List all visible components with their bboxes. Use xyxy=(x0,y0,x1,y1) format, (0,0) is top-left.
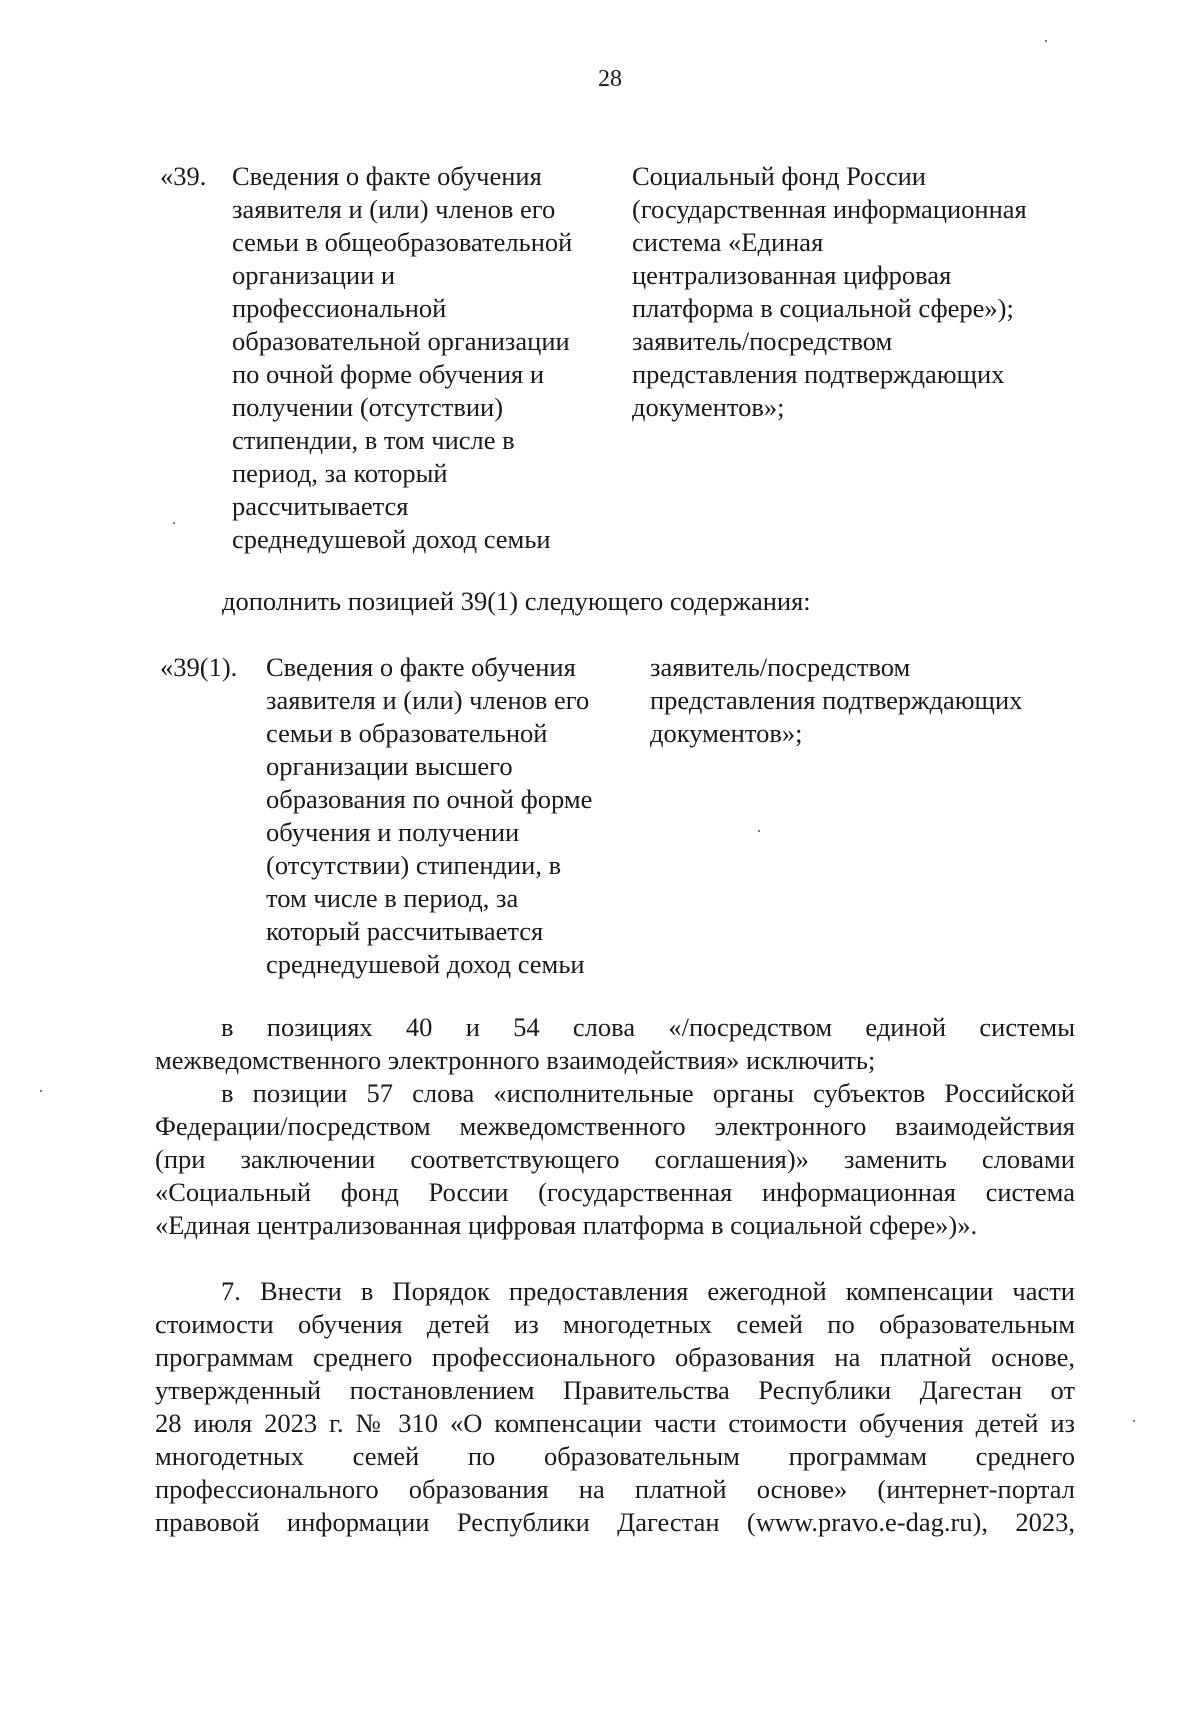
entry-source xyxy=(650,651,1022,750)
text-line: профессиональной xyxy=(232,293,447,323)
text-line: семьи в образовательной xyxy=(266,718,548,748)
text-line: утвержденный постановлением Правительства Республики Дагестан от xyxy=(155,1375,1075,1405)
entry-source xyxy=(632,160,1027,424)
text-line: централизованная цифровая xyxy=(632,260,952,290)
scan-speck xyxy=(173,522,175,524)
text-line: программам среднего профессионального образования на платной основе, xyxy=(155,1342,1075,1372)
text-line: документов»; xyxy=(650,718,803,748)
text-line: заявителя и (или) членов его xyxy=(232,194,556,224)
text-line: стипендии, в том числе в xyxy=(232,425,515,455)
text-line: (государственная информационная xyxy=(632,194,1027,224)
scan-speck xyxy=(1045,40,1047,42)
text-line: профессионального образования на платной основе» (интернет-портал xyxy=(155,1474,1075,1504)
text-line: по очной форме обучения и xyxy=(232,359,545,389)
text-line: период, за который xyxy=(232,458,448,488)
intro-paragraph: дополнить позицией 39(1) следующего содержания: xyxy=(222,586,811,616)
text-line: Федерации/посредством межведомственного электронного взаимодействия xyxy=(155,1111,1075,1141)
text-line: организации высшего xyxy=(266,751,513,781)
text-line: образования по очной форме xyxy=(266,784,593,814)
text-line: система «Единая xyxy=(632,227,824,257)
text-line: Сведения о факте обучения xyxy=(266,652,576,682)
text-line: рассчитывается xyxy=(232,491,409,521)
scan-speck xyxy=(1133,1420,1135,1422)
text-line: платформа в социальной сфере»); xyxy=(632,293,1014,323)
page-number: 28 xyxy=(598,66,622,92)
text-line: представления подтверждающих xyxy=(650,685,1023,715)
paragraph-positions-40-54 xyxy=(155,1011,1075,1077)
text-line: который рассчитывается xyxy=(266,916,544,946)
scan-speck xyxy=(758,830,760,832)
text-line: заявитель/посредством xyxy=(632,326,893,356)
text-line: семьи в общеобразовательной xyxy=(232,227,573,257)
text-line: получении (отсутствии) xyxy=(232,392,504,422)
text-line: 28 июля 2023 г. № 310 «О компенсации части стоимости обучения детей из xyxy=(155,1408,1075,1438)
paragraph-position-57 xyxy=(155,1077,1075,1242)
entry-description xyxy=(232,160,572,556)
text-line: среднедушевой доход семьи xyxy=(232,524,551,554)
text-line: межведомственного электронного взаимодействия» исключить; xyxy=(155,1045,876,1075)
text-line: Социальный фонд России xyxy=(632,161,926,191)
text-line: заявитель/посредством xyxy=(650,652,911,682)
entry-description xyxy=(266,651,592,981)
text-line: образовательной организации xyxy=(232,326,570,356)
text-line: 7. Внести в Порядок предоставления ежегодной компенсации части xyxy=(221,1276,1075,1306)
text-line: (при заключении соответствующего соглашения)» заменить словами xyxy=(155,1144,1075,1174)
text-line: обучения и получении xyxy=(266,817,520,847)
text-line: представления подтверждающих xyxy=(632,359,1005,389)
text-line: том числе в период, за xyxy=(266,883,519,913)
paragraph-item-7 xyxy=(155,1275,1075,1539)
text-line: многодетных семей по образовательным программам среднего xyxy=(155,1441,1075,1471)
text-line: (отсутствии) стипендии, в xyxy=(266,850,562,880)
text-line: «Социальный фонд России (государственная информационная система xyxy=(155,1177,1075,1207)
scan-speck xyxy=(40,1090,42,1092)
entry-number: «39. xyxy=(160,161,207,191)
text-line: в позициях 40 и 54 слова «/посредством единой системы xyxy=(221,1012,1075,1042)
text-line: правовой информации Республики Дагестан (www.pravo.e-dag.ru), 2023, xyxy=(155,1507,1075,1537)
text-line: документов»; xyxy=(632,392,785,422)
text-line: стоимости обучения детей из многодетных семей по образовательным xyxy=(155,1309,1075,1339)
text-line: заявителя и (или) членов его xyxy=(266,685,590,715)
text-line: Сведения о факте обучения xyxy=(232,161,542,191)
text-line: в позиции 57 слова «исполнительные органы субъектов Российской xyxy=(221,1078,1075,1108)
text-line: организации и xyxy=(232,260,396,290)
text-line: «Единая централизованная цифровая платформа в социальной сфере»)». xyxy=(155,1210,978,1240)
entry-number: «39(1). xyxy=(160,652,238,682)
text-line: среднедушевой доход семьи xyxy=(266,949,585,979)
